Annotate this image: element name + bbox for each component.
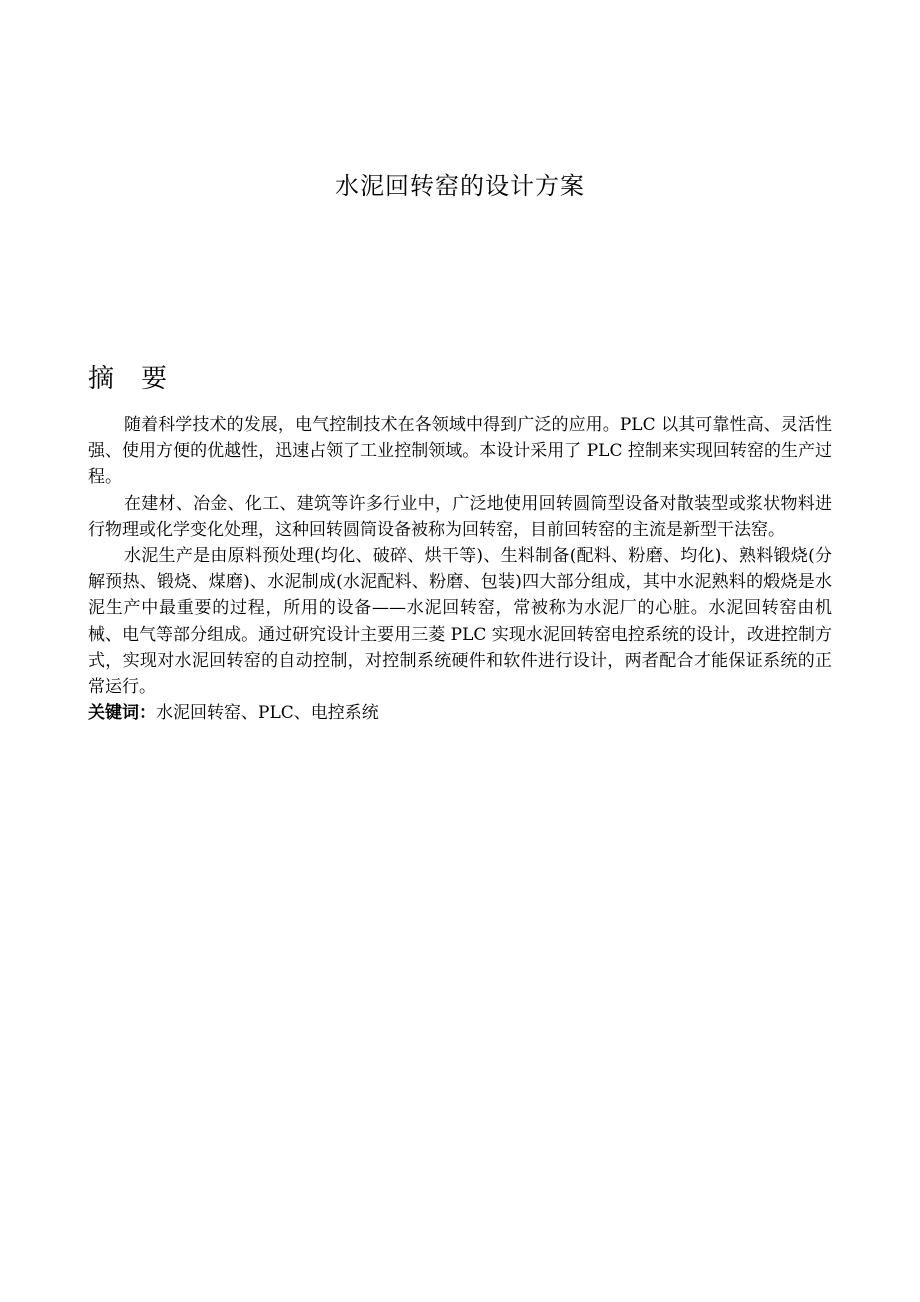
abstract-body <box>88 412 832 726</box>
document-title: 水泥回转窑的设计方案 <box>335 172 585 200</box>
abstract-heading-char-2: 要 <box>141 364 169 394</box>
abstract-paragraph-2: 在建材、冶金、化工、建筑等许多行业中，广泛地使用回转圆筒型设备对散装型或浆状物料进行物理或化学变化处理，这种回转圆筒设备被称为回转窑，目前回转窑的主流是新型干法窑。 <box>88 493 832 540</box>
keywords-line <box>88 700 832 726</box>
abstract-paragraph-3: 水泥生产是由原料预处理(均化、破碎、烘干等)、生料制备(配料、粉磨、均化)、熟料锻烧(分解预热、锻烧、煤磨)、水泥制成(水泥配料、粉磨、包装)四大部分组成，其中水泥熟料的煅烧是水泥生产中最重要的过程，所用的设备——水泥回转窑，常被称为水泥厂的心脏。水泥回转窑由机械、电气等部分组成。通过研究设计主要用三菱 PLC 实现水泥回转窑电控系统的设计，改进控制方式，实现对水泥回转窑的自动控制，对控制系统硬件和软件进行设计，两者配合才能保证系统的正常运行。 <box>88 546 832 698</box>
abstract-heading <box>88 361 168 397</box>
keywords-value: 水泥回转窑、PLC、电控系统 <box>156 703 379 724</box>
abstract-heading-char-1: 摘 <box>88 364 116 394</box>
keywords-label: 关键词： <box>88 703 156 724</box>
abstract-paragraph-1: 随着科学技术的发展，电气控制技术在各领域中得到广泛的应用。PLC 以其可靠性高、灵活性强、使用方便的优越性，迅速占领了工业控制领域。本设计采用了 PLC 控制来实现回转窑的生产过程。 <box>88 415 832 488</box>
